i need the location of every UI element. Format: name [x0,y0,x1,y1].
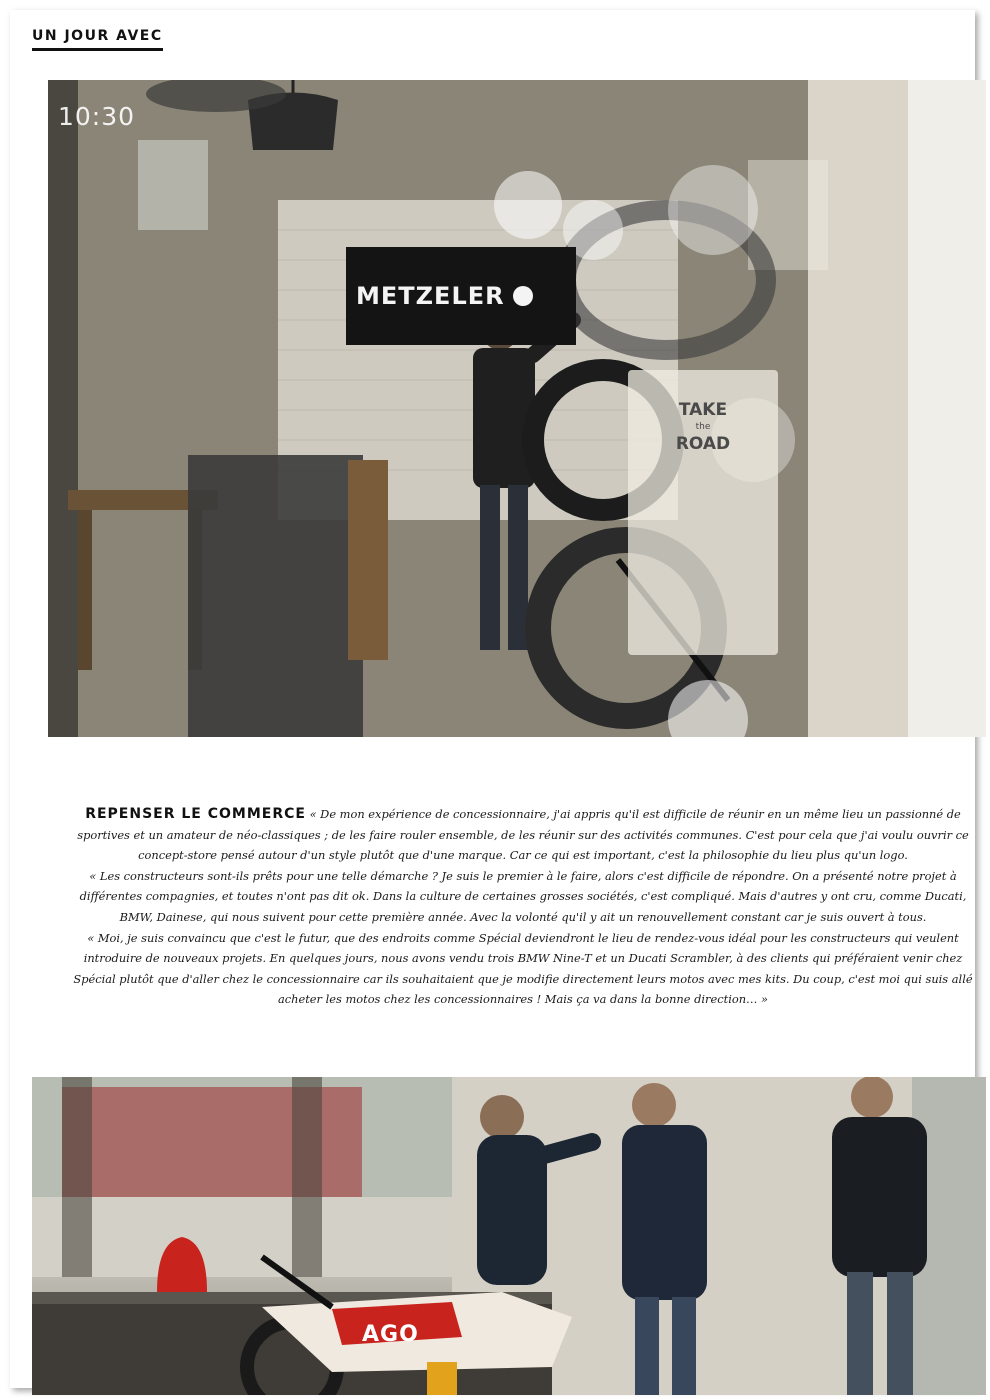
article-heading: REPENSER LE COMMERCE [85,806,306,822]
brand-sign [346,247,576,345]
section-tag: UN JOUR AVEC [32,28,163,51]
brand-sign-text: METZELER [356,282,505,310]
shop-interior-illustration [48,80,986,737]
article-paragraph: « Moi, je suis convaincu que c'est le futur, que des endroits comme Spécial deviendront le lieu de rendez-vous idéal pour les constructeurs qui veulent introduire de nouveaux projets. En quelques jours, nous avons vendu trois BMW Nine-T et un Ducati Scrambler, à des clients qui préféraient venir chez Spécial plutôt que d'aller chez le concessionnaire car ils souhaitaient que je modifie directement leurs motos avec mes kits. Du coup, c'est moi qui suis allé acheter les motos chez les concessionnaires ! Mais ça va dans la bonne direction… » [73,930,973,1007]
poster-line: the [695,422,711,432]
article-paragraph [72,804,974,866]
magazine-page [10,10,975,1388]
elephant-emblem-icon [513,286,533,306]
time-stamp: 10:30 [58,102,136,131]
shop-interior-photo [48,80,986,737]
motorcycle-team-photo [32,1077,986,1395]
motorcycle-team-illustration [32,1077,986,1395]
poster-line: TAKE [678,400,728,420]
take-the-road-poster [628,370,778,655]
fairing-text: AGO [362,1322,419,1347]
poster-line: ROAD [675,434,731,454]
article-paragraph: « Les constructeurs sont-ils prêts pour une telle démarche ? Je suis le premier à le faire, alors c'est difficile de répondre. On a présenté notre projet à différentes compagnies, et toutes n'ont pas dit ok. Dans la culture de certaines grosses sociétés, c'est compliqué. Mais d'autres y ont cru, comme Ducati, BMW, Dainese, qui nous suivent pour cette première année. Avec la volonté qu'il y ait un renouvellement constant car je suis ouvert à tous. [79,868,967,924]
article-text [72,804,974,1010]
paragraph-text: « De mon expérience de concessionnaire, j'ai appris qu'il est difficile de réunir en un même lieu un passionné de sportives et un amateur de néo-classiques ; de les faire rouler ensemble, de les réunir sur des activités communes. C'est pour cela que j'ai voulu ouvrir ce concept-store pensé autour d'un style plutôt que d'une marque. Car ce qui est important, c'est la philosophie du lieu plus qu'un logo. [77,807,969,863]
